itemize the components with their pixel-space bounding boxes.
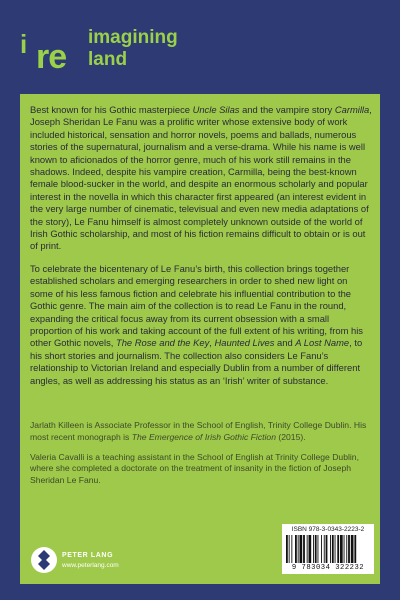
text-run: and the vampire story [239, 104, 335, 115]
isbn-label: ISBN 978-3-0343-2223-2 [291, 526, 365, 533]
italic-title: Haunted Lives [214, 337, 275, 349]
text-run: , [209, 337, 215, 349]
barcode-bar [340, 535, 343, 563]
text-run: (2015). [276, 431, 306, 442]
publisher-name: PETER LANG [62, 552, 114, 559]
barcode-bar [354, 535, 356, 563]
barcode-bar [289, 535, 290, 563]
barcode-bar [295, 535, 297, 563]
barcode-bar [315, 535, 317, 563]
barcode-bar [351, 535, 354, 563]
text-run: Jarlath Killeen is Associate Professor in the School of English, Trinity College Dublin. His most recent monograph is [30, 420, 367, 442]
barcode-bar [307, 535, 308, 563]
blurb-paragraph-1 [30, 104, 372, 253]
barcode-bar [318, 535, 319, 563]
barcode [286, 535, 370, 563]
barcode-bar [348, 535, 350, 563]
series-logo-re: re [36, 38, 67, 76]
series-logo-prefix: i [20, 29, 28, 59]
text-run: , to his short stories and journalism. The collection also considers Le Fanu’s relationship to Victorian Ireland and especially Dublin from a number of different angles, as well as addressing his status as an ‘Irish’ writer of substance. [30, 337, 363, 386]
author-bios [30, 420, 372, 495]
back-cover-panel [20, 94, 380, 584]
barcode-bar [309, 535, 312, 563]
text-run: To celebrate the bicentenary of Le Fanu’s birth, this collection brings together established scholars and emerging researchers in order to shed new light on some of his less famous fiction and celebrate his influential contribution to the Gothic genre. The main aim of the collection is to read Le Fanu in the round, expanding the critical focus away from its current obsession with a small proportion of his work and taking account of the full extent of his writing, from his other Gothic novels, [30, 262, 363, 349]
barcode-bar [330, 535, 331, 563]
italic-title: The Rose and the Key [115, 337, 210, 349]
bio-valeria-cavalli [30, 452, 372, 487]
peter-lang-logo-icon [30, 546, 58, 574]
barcode-bar [298, 535, 299, 563]
text-run: , Joseph Sheridan Le Fanu was a prolific writer whose extensive body of work included historical, sensation and horror novels, poems and ballads, numerous stories of the supernatural, journalism and a verse-drama. While his name is well known to aficionados of the horror genre, much of his work still remains in the shadows. Indeed, despite his vampire creation, Carmilla, being the best-known female blood-sucker in the world, and despite an enormous scholarly and popular interest in the novella in which this character first appeared (an interest evident in the very large number of cinematic, televisual and even new media adaptations of the story), Le Fanu himself is almost completely unknown outside of the world of Irish Gothic scholarship, and most of his fiction remains difficult to obtain or is out of print. [30, 104, 372, 252]
blurb [30, 104, 372, 397]
barcode-bar [332, 535, 334, 563]
italic-title: The Emergence of Irish Gothic Fiction [131, 431, 276, 442]
blurb-paragraph-2 [30, 263, 372, 387]
series-logo-imagining: imagining [88, 27, 178, 48]
barcode-bar [326, 535, 328, 563]
text-run: Best known for his Gothic masterpiece [30, 104, 193, 115]
barcode-bar [324, 535, 325, 563]
barcode-bar [337, 535, 339, 563]
barcode-bar [313, 535, 314, 563]
barcode-bar [321, 535, 322, 563]
barcode-bar [346, 535, 347, 563]
italic-title: Carmilla [334, 104, 370, 115]
barcode-bar [300, 535, 303, 563]
barcode-bar [291, 535, 292, 563]
barcode-bar [286, 535, 288, 563]
italic-title: A Lost Name [295, 337, 350, 349]
barcode-bar [344, 535, 345, 563]
series-logo-land: land [88, 49, 128, 70]
series-logo [20, 22, 240, 76]
bio-jarlath-killeen [30, 420, 372, 444]
text-run: and [274, 337, 296, 349]
publisher-imprint [30, 546, 170, 576]
publisher-url: www.peterlang.com [62, 562, 119, 569]
text-run: Valeria Cavalli is a teaching assistant in the School of English at Trinity College Dublin, where she completed a doctorate on the treatment of insanity in the fiction of Joseph Sheridan Le Fanu. [30, 451, 359, 486]
barcode-number: 9 783034 322232 [291, 564, 365, 572]
barcode-bar [303, 535, 305, 563]
barcode-bar [335, 535, 336, 563]
italic-title: Uncle Silas [192, 104, 240, 115]
isbn-barcode-box [282, 524, 374, 574]
